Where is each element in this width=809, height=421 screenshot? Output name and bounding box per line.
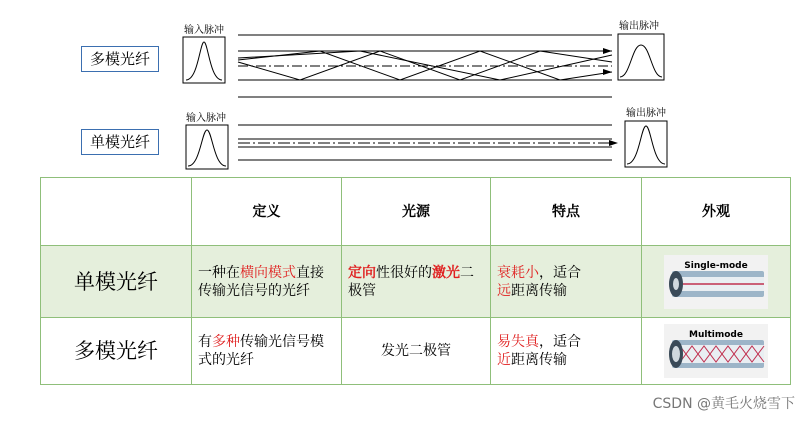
multimode-label: 多模光纤 xyxy=(81,46,159,72)
singlemode-output-caption: 输出脉冲 xyxy=(626,108,666,119)
definition-text: 一种在 xyxy=(198,264,240,281)
definition-emphasis: 多种 xyxy=(212,334,240,350)
image-caption: Single-mode xyxy=(684,260,748,271)
singlemode-output-pulse xyxy=(625,121,667,167)
header-source: 光源 xyxy=(342,178,491,246)
multimode-input-caption: 输入脉冲 xyxy=(184,25,224,36)
definition-emphasis: 横向模式 xyxy=(240,264,296,281)
singlemode-image xyxy=(664,255,768,309)
feature-cell xyxy=(491,318,642,385)
table-header-row xyxy=(41,178,791,246)
definition-cell xyxy=(192,318,342,385)
source-text: 发光二极管 xyxy=(381,343,451,359)
source-text: 二极管 xyxy=(348,264,474,299)
singlemode-input-pulse xyxy=(186,125,228,169)
header-appearance: 外观 xyxy=(642,178,791,246)
table-row-multimode xyxy=(41,318,791,385)
header-definition: 定义 xyxy=(192,178,342,246)
source-cell xyxy=(342,246,491,318)
feature-emphasis: 易失真 xyxy=(497,334,539,350)
source-text: 性很好的 xyxy=(376,264,432,281)
row-name: 多模光纤 xyxy=(41,318,192,385)
singlemode-input-caption: 输入脉冲 xyxy=(186,113,226,124)
feature-text: ，适合 xyxy=(539,334,581,350)
feature-cell xyxy=(491,246,642,318)
feature-emphasis: 近 xyxy=(497,352,511,368)
multimode-output-pulse xyxy=(618,34,664,80)
source-cell xyxy=(342,318,491,385)
appearance-cell xyxy=(642,246,791,318)
feature-text: 距离传输 xyxy=(511,282,567,299)
watermark: CSDN @黄毛火烧雪下 xyxy=(652,396,795,412)
header-feature: 特点 xyxy=(491,178,642,246)
definition-cell xyxy=(192,246,342,318)
multimode-output-caption: 输出脉冲 xyxy=(619,21,659,32)
definition-text: 有 xyxy=(198,334,212,350)
feature-text: ，适合 xyxy=(539,264,581,281)
definition-text: 传输光信号模式的光纤 xyxy=(198,334,324,368)
header-empty xyxy=(41,178,192,246)
source-emphasis: 定向 xyxy=(348,264,376,281)
source-emphasis: 激光 xyxy=(432,264,460,281)
row-name: 单模光纤 xyxy=(41,246,192,318)
image-caption: Multimode xyxy=(689,330,743,340)
feature-emphasis: 远 xyxy=(497,282,511,299)
comparison-table xyxy=(40,177,791,385)
singlemode-fiber xyxy=(238,125,618,160)
table-row-singlemode xyxy=(41,246,791,318)
singlemode-label: 单模光纤 xyxy=(81,129,159,155)
definition-text: 直接传输光信号的光纤 xyxy=(198,264,324,299)
multimode-input-pulse xyxy=(183,37,225,83)
appearance-cell xyxy=(642,318,791,385)
feature-text: 距离传输 xyxy=(511,352,567,368)
multimode-fiber xyxy=(238,35,612,97)
multimode-image xyxy=(664,324,768,378)
feature-emphasis: 衰耗小 xyxy=(497,264,539,281)
